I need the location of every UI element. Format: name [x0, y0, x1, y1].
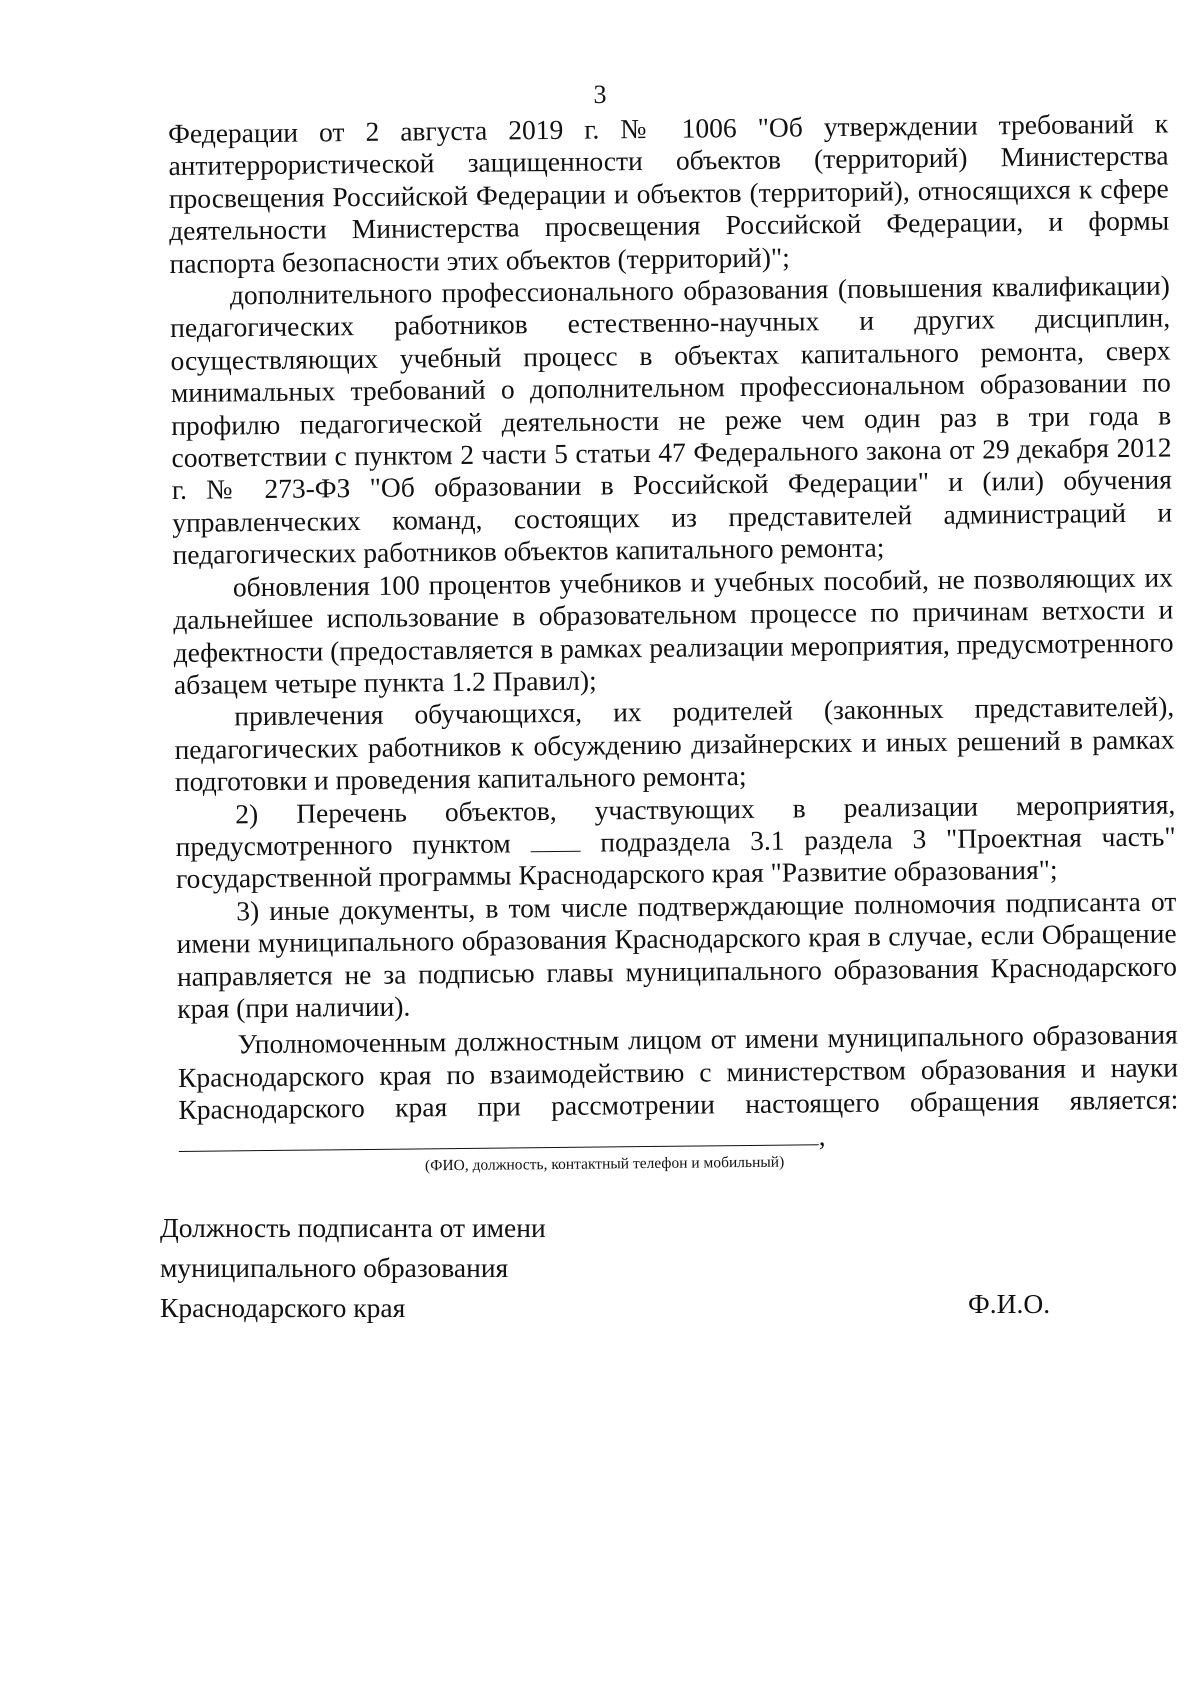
authorized-person-paragraph — [178, 1019, 1179, 1159]
authorized-person-fill-line — [179, 1122, 819, 1152]
document-body — [168, 108, 1179, 1178]
item-3: 3) иные документы, в том числе подтверждающие полномочия подписанта от имени муниципального образования Краснодарского края в случае, если Обращение направляется не за подписью главы муниципального образования Краснодарского края (при наличии). — [176, 885, 1178, 1024]
paragraph-textbooks: обновления 100 процентов учебников и учебных пособий, не позволяющих их дальнейшее использование в образовательном процессе по причинам ветхости и дефектности (предоставляется в рамках реализации мероприятия, предусмотренного абзацем четыре пункта 1.2 Правил); — [173, 561, 1174, 700]
signatory-position-line-2: муниципального образования — [160, 1252, 509, 1283]
item-2-blank — [530, 829, 580, 853]
fill-line-caption: (ФИО, должность, контактный телефон и мобильный) — [424, 1153, 785, 1175]
page-number: 3 — [593, 80, 607, 109]
signature-block — [160, 1208, 546, 1328]
paragraph-involvement: привлечения обучающихся, их родителей (законных представителей), педагогических работников к обсуждению дизайнерских и иных решений в рамках подготовки и проведения капитального ремонта; — [174, 690, 1175, 798]
paragraph-continuation: Федерации от 2 августа 2019 г. № 1006 "Об утверждении требований к антитеррористической защищенности объектов (территорий) Министерства просвещения Российской Федерации и объектов (территорий), относящихся к сфере деятельности Министерства просвещения Российской Федерации, и формы паспорта безопасности этих объектов (территорий)"; — [168, 107, 1170, 279]
signatory-position-line-3: Краснодарского края — [160, 1292, 406, 1323]
item-2 — [175, 788, 1176, 896]
paragraph-professional-education: дополнительного профессионального образования (повышения квалификации) педагогических работников естественно-научных и других дисциплин, осуществляющих учебный процесс в объектах капитального ремонта, сверх минимальных требований о дополнительном профессиональном образовании по профилю педагогической деятельности не реже чем один раз в три года в соответствии с пунктом 2 части 5 статьи 47 Федерального закона от 29 декабря 2012 г. № 273-ФЗ "Об образовании в Российской Федерации" и (или) обучения управленческих команд, состоящих из представителей администраций и педагогических работников объектов капитального ремонта; — [170, 269, 1173, 571]
item-2-text-before: 2) Перечень объектов, участвующих в реализации мероприятия, предусмотренного пунктом — [175, 788, 1176, 862]
signatory-position-line-1: Должность подписанта от имени — [160, 1212, 546, 1243]
item-2-text-after: подраздела 3.1 раздела 3 "Проектная часть" государственной программы Краснодарского края "Развитие образования"; — [175, 820, 1176, 895]
signatory-name: Ф.И.О. — [968, 1288, 1051, 1319]
authorized-person-text: Уполномоченным должностным лицом от имени муниципального образования Краснодарского края по взаимодействию с министерством образования и науки Краснодарского края при рассмотрении настоящего обращения является: — [177, 1018, 1179, 1126]
authorized-end-mark: , — [818, 1119, 826, 1151]
